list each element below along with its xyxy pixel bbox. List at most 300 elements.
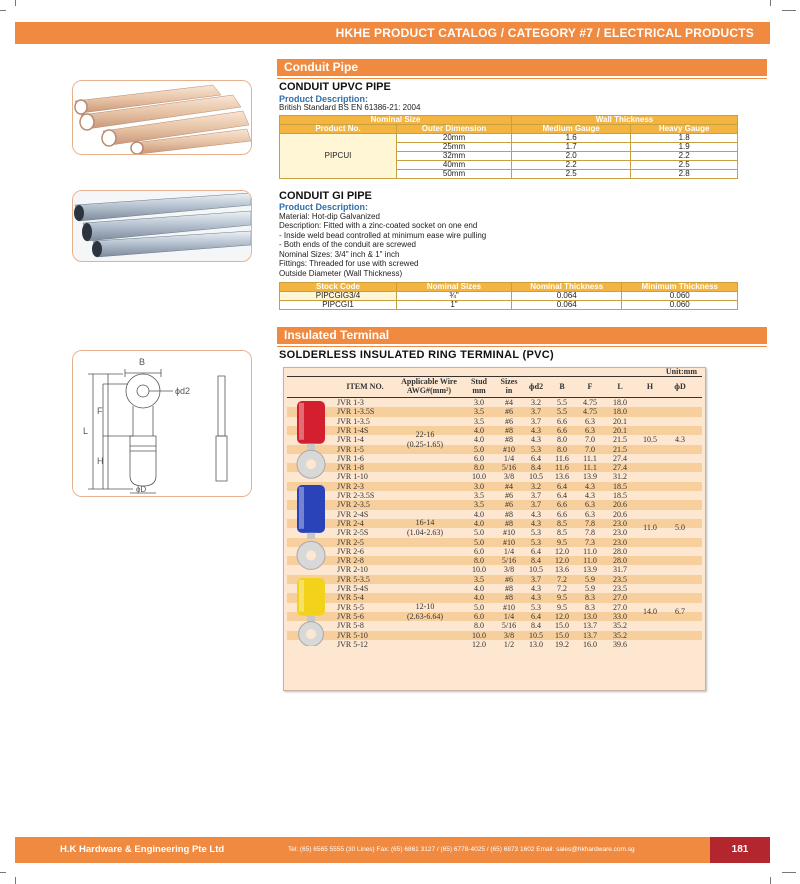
dim-cell: #8: [505, 584, 513, 593]
terminal-spec-table: [283, 367, 706, 691]
dim-cell: 8.0: [474, 463, 484, 473]
dim-cell: 8.0: [474, 621, 484, 631]
dim-cell: 12.0: [555, 546, 569, 556]
stock-code-cell: PIPCGIG3/4: [280, 292, 397, 301]
item-no-cell: JVR 2-4S: [337, 509, 369, 519]
dim-cell: 4.3: [531, 584, 541, 593]
dim-cell: 3.7: [531, 416, 541, 426]
upvc-title: CONDUIT UPVC PIPE: [279, 81, 391, 93]
th-sizes-1: Sizes: [500, 377, 518, 386]
d-value: 5.0: [675, 523, 685, 533]
dim-cell: 9.5: [557, 602, 567, 612]
medium-cell: 2.0: [512, 152, 631, 161]
th-stud-1: Stud: [470, 377, 487, 386]
dim-cell: 5/16: [501, 463, 517, 473]
company-name: H.K Hardware & Engineering Pte Ltd: [60, 844, 225, 855]
awg-gauge: 16-14: [415, 518, 435, 528]
th-awg-1: Applicable Wire: [401, 377, 457, 386]
dim-cell: 5.0: [474, 528, 484, 538]
dim-cell: 4.75: [583, 407, 597, 417]
item-no-cell: JVR 5-3.5: [337, 574, 370, 584]
dim-cell: 18.5: [613, 491, 627, 500]
dim-cell: 4.0: [474, 518, 484, 528]
dim-cell: 1/2: [503, 639, 515, 649]
dim-cell: 7.0: [585, 435, 595, 445]
dim-cell: 4.3: [585, 491, 595, 500]
dim-cell: 4.0: [474, 509, 484, 519]
table-row: [280, 301, 738, 310]
dim-cell: 15.0: [555, 630, 569, 640]
th-stud-2: mm: [472, 386, 486, 395]
dim-cell: 6.0: [474, 453, 484, 463]
gi-pipes-picture: [73, 191, 251, 261]
catalog-header: HKHE PRODUCT CATALOG / CATEGORY #7 / ELECTRICAL PRODUCTS: [15, 22, 770, 44]
dim-cell: 18.0: [613, 407, 627, 417]
dim-cell: 8.0: [557, 444, 567, 454]
stock-code-cell: PIPCGI1: [280, 301, 397, 310]
dim-cell: 23.0: [613, 528, 627, 538]
table-row: [287, 463, 702, 472]
dim-cell: 3/8: [503, 630, 515, 640]
crop-mark: [0, 10, 6, 11]
dim-cell: 10.5: [529, 630, 543, 640]
item-no-cell: JVR 2-4: [337, 518, 364, 528]
gi-spec-table: [279, 282, 738, 310]
dim-cell: 5.5: [557, 407, 567, 417]
dim-cell: 12.0: [472, 639, 486, 649]
dim-cell: 5.9: [585, 584, 595, 593]
dim-cell: 5.0: [474, 444, 484, 454]
dim-cell: 5.5: [557, 398, 567, 407]
table-row: [287, 491, 702, 500]
page-number: 181: [710, 837, 770, 863]
dim-cell: 23.0: [613, 518, 627, 528]
table-row: [287, 538, 702, 547]
dim-l: L: [83, 426, 89, 436]
dim-cell: 7.2: [557, 574, 567, 584]
upvc-desc-label: Product Description:: [279, 94, 369, 104]
gi-desc-line: Material: Hot-dip Galvanized: [279, 211, 380, 221]
dim-cell: 6.6: [557, 425, 567, 435]
dim-cell: 20.6: [613, 509, 627, 519]
item-no-cell: JVR 1-8: [337, 463, 364, 473]
dim-cell: 6.0: [474, 546, 484, 556]
od-cell: 20mm: [397, 134, 512, 143]
dim-cell: 6.4: [531, 546, 541, 556]
dim-cell: 3.7: [531, 574, 541, 584]
dim-cell: 27.0: [613, 602, 627, 612]
dim-cell: #6: [505, 407, 513, 417]
th-d: ɸD: [674, 382, 686, 391]
item-no-cell: JVR 1-3.5S: [337, 407, 375, 417]
item-no-cell: JVR 5-4S: [337, 584, 369, 593]
d-value: 4.3: [675, 434, 685, 444]
table-row: [287, 575, 702, 584]
dim-cell: 10.0: [472, 472, 486, 482]
size-cell: 1": [397, 301, 512, 310]
awg-mm: (0.25-1.65): [407, 439, 443, 449]
unit-label: Unit:mm: [665, 367, 697, 376]
dim-cell: 4.3: [531, 518, 541, 528]
dim-cell: #6: [505, 491, 513, 500]
item-no-cell: JVR 1-10: [337, 472, 368, 482]
dim-cell: 23.0: [613, 537, 627, 547]
heavy-cell: 2.5: [631, 161, 738, 170]
dim-cell: 7.8: [585, 528, 595, 538]
dim-cell: 3.5: [474, 407, 484, 417]
dim-cell: 3.0: [474, 481, 484, 491]
th-b: B: [559, 382, 565, 391]
heavy-cell: 2.8: [631, 170, 738, 179]
awg-gauge: 22-16: [415, 429, 435, 439]
dim-cell: 9.5: [557, 593, 567, 603]
dim-cell: 6.3: [585, 425, 595, 435]
dim-cell: 3.5: [474, 416, 484, 426]
dim-cell: #4: [505, 398, 513, 407]
dim-cell: 4.0: [474, 425, 484, 435]
dim-cell: 39.6: [613, 639, 627, 649]
table-row: [287, 510, 702, 519]
item-no-cell: JVR 2-3: [337, 481, 364, 491]
dim-cell: 8.0: [557, 435, 567, 445]
upvc-desc: British Standard BS EN 61386-21: 2004: [279, 103, 421, 112]
dim-cell: 31.7: [613, 565, 627, 575]
dim-cell: #4: [505, 481, 513, 491]
table-row: [287, 417, 702, 426]
crop-mark: [0, 872, 6, 873]
table-row: [287, 398, 702, 407]
dim-cell: 3/8: [503, 565, 515, 575]
dim-cell: 6.6: [557, 500, 567, 510]
dim-cell: 8.3: [585, 602, 595, 612]
th-nominal-sizes: Nominal Sizes: [397, 283, 512, 292]
dim-cell: #10: [503, 602, 515, 612]
th-d2: ɸd2: [528, 382, 544, 391]
table-row: [287, 621, 702, 630]
crop-mark: [770, 877, 771, 884]
min-thick-cell: 0.060: [622, 292, 738, 301]
th-f: F: [587, 382, 593, 391]
dim-cell: 12.0: [555, 611, 569, 621]
dim-cell: 1/4: [503, 453, 515, 463]
h-value: 14.0: [643, 606, 657, 616]
dim-cell: #8: [505, 518, 513, 528]
table-row: [287, 556, 702, 565]
dim-cell: 6.3: [585, 509, 595, 519]
dim-cell: 8.4: [531, 463, 541, 473]
dim-cell: 28.0: [613, 556, 627, 566]
dim-cell: 7.3: [585, 537, 595, 547]
table-row: [287, 565, 702, 574]
section-conduit-pipe: Conduit Pipe: [277, 59, 767, 76]
h-value: 11.0: [643, 523, 657, 533]
nom-thick-cell: 0.064: [512, 301, 622, 310]
dim-cell: 5.3: [531, 602, 541, 612]
th-l: L: [617, 382, 623, 391]
crop-mark: [15, 0, 16, 6]
crop-mark: [782, 872, 796, 873]
dim-cell: 6.4: [531, 453, 541, 463]
dim-cell: 3.2: [531, 398, 541, 407]
dim-cell: 4.75: [583, 398, 597, 407]
dim-cell: 13.0: [583, 611, 597, 621]
dim-cell: 13.9: [583, 472, 597, 482]
item-no-cell: JVR 2-3.5S: [337, 491, 375, 500]
product-no-cell: PIPCUI: [280, 134, 397, 179]
heavy-cell: 2.2: [631, 152, 738, 161]
th-outer-dim: Outer Dimension: [397, 125, 512, 134]
dim-cell: 13.6: [555, 472, 569, 482]
item-no-cell: JVR 1-3.5: [337, 416, 370, 426]
dim-cell: 6.3: [585, 500, 595, 510]
table-row: [287, 426, 702, 435]
gi-pipe-image: [72, 190, 252, 262]
gi-desc-line: Nominal Sizes: 3/4" inch & 1" inch: [279, 249, 400, 259]
contact-info: Tel: (65) 6565 5555 (30 Lines) Fax: (65) 6861 3127 / (65) 6778-4025 / (65) 6873 1602 Email: sales@hkhardware.com.sg: [288, 846, 635, 853]
dim-cell: 3.7: [531, 407, 541, 417]
gi-desc-label: Product Description:: [279, 202, 369, 212]
th-nominal-size: Nominal Size: [280, 116, 512, 125]
awg-gauge: 12-10: [415, 601, 435, 611]
dim-cell: #10: [503, 528, 515, 538]
dim-cell: 11.6: [555, 453, 569, 463]
dim-cell: 28.0: [613, 546, 627, 556]
dim-cell: 31.2: [613, 472, 627, 482]
dim-cell: 8.5: [557, 528, 567, 538]
dim-f: F: [97, 406, 103, 416]
th-sizes-2: in: [505, 386, 513, 395]
dim-cell: 6.4: [557, 481, 567, 491]
awg-range: [395, 518, 455, 538]
dim-cell: 8.5: [557, 518, 567, 528]
min-thick-cell: 0.060: [622, 301, 738, 310]
dim-cell: 6.6: [557, 416, 567, 426]
table-row: [280, 134, 738, 143]
th-medium: Medium Gauge: [512, 125, 631, 134]
dim-cell: 20.6: [613, 500, 627, 510]
table-row: [287, 482, 702, 491]
dim-d2: ɸd2: [175, 386, 190, 396]
dim-cell: 16.0: [583, 639, 597, 649]
crop-mark: [15, 877, 16, 884]
dim-cell: 5/16: [501, 621, 517, 631]
dim-cell: 10.5: [529, 565, 543, 575]
item-no-cell: JVR 2-8: [337, 556, 364, 566]
od-cell: 50mm: [397, 170, 512, 179]
medium-cell: 1.7: [512, 143, 631, 152]
dim-cell: 13.9: [583, 565, 597, 575]
terminal-diagram: [72, 350, 252, 497]
dim-cell: #10: [503, 444, 515, 454]
dim-cell: 3.0: [474, 398, 484, 407]
gi-desc-line: - Both ends of the conduit are screwed: [279, 240, 416, 249]
dim-cell: 15.0: [555, 621, 569, 631]
dim-cell: 21.5: [613, 444, 627, 454]
item-no-cell: JVR 1-4: [337, 435, 364, 445]
dim-d: ɸD: [136, 485, 147, 494]
dim-cell: 4.3: [531, 509, 541, 519]
dim-cell: 18.5: [613, 481, 627, 491]
dim-cell: #6: [505, 500, 513, 510]
dim-cell: #8: [505, 435, 513, 445]
dim-cell: 3.5: [474, 491, 484, 500]
dim-cell: 4.3: [585, 481, 595, 491]
gi-title: CONDUIT GI PIPE: [279, 190, 372, 202]
awg-range: [395, 602, 455, 622]
upvc-spec-table: [279, 115, 738, 179]
dim-cell: 6.4: [531, 611, 541, 621]
gi-desc-line: Fittings: Threaded for use with screwed: [279, 259, 419, 268]
terminal-title: SOLDERLESS INSULATED RING TERMINAL (PVC): [279, 349, 554, 361]
ring-terminal-picture: [289, 401, 333, 479]
gi-desc-line: - Inside weld bead controlled at minimum ease wire pulling: [279, 230, 487, 240]
crop-mark: [770, 0, 771, 6]
awg-range: [395, 430, 455, 450]
dim-cell: 27.0: [613, 593, 627, 603]
dim-cell: 3.5: [474, 574, 484, 584]
dim-cell: 8.3: [585, 593, 595, 603]
ring-terminal-picture: [289, 578, 333, 646]
item-no-cell: JVR 2-5: [337, 537, 364, 547]
item-no-cell: JVR 2-10: [337, 565, 368, 575]
dim-cell: 5.3: [531, 528, 541, 538]
dim-cell: 21.5: [613, 435, 627, 445]
item-no-cell: JVR 2-5S: [337, 528, 369, 538]
dim-h: H: [97, 456, 104, 466]
dim-cell: #6: [505, 416, 513, 426]
dim-cell: 4.3: [531, 425, 541, 435]
dim-cell: #8: [505, 425, 513, 435]
od-cell: 32mm: [397, 152, 512, 161]
th-minimum-thickness: Minimum Thickness: [622, 283, 738, 292]
dim-cell: 6.4: [557, 491, 567, 500]
gi-desc-line: Outside Diameter (Wall Thickness): [279, 268, 403, 278]
item-no-cell: JVR 5-5: [337, 602, 364, 612]
table-row: [287, 640, 702, 649]
dim-cell: #8: [505, 509, 513, 519]
item-no-cell: JVR 5-12: [337, 639, 368, 649]
medium-cell: 2.2: [512, 161, 631, 170]
medium-cell: 1.6: [512, 134, 631, 143]
item-no-cell: JVR 2-3.5: [337, 500, 370, 510]
section-insulated-terminal: Insulated Terminal: [277, 327, 767, 344]
dim-cell: 13.7: [583, 630, 597, 640]
item-no-cell: JVR 5-4: [337, 593, 364, 603]
item-no-cell: JVR 1-4S: [337, 425, 369, 435]
item-no-cell: JVR 2-6: [337, 546, 364, 556]
item-no-cell: JVR 5-10: [337, 630, 368, 640]
dim-cell: 4.0: [474, 593, 484, 603]
dim-cell: 5/16: [501, 556, 517, 566]
dim-cell: 27.4: [613, 463, 627, 473]
dim-cell: 27.4: [613, 453, 627, 463]
crop-mark: [782, 10, 796, 11]
h-value: 10.5: [643, 434, 657, 444]
dim-cell: 13.6: [555, 565, 569, 575]
item-no-cell: JVR 1-3: [337, 398, 364, 407]
dim-cell: 20.1: [613, 416, 627, 426]
dim-cell: 12.0: [555, 556, 569, 566]
dim-cell: 10.5: [529, 472, 543, 482]
table-row: [287, 445, 702, 454]
th-product-no: Product No.: [280, 125, 397, 134]
dim-cell: 4.0: [474, 584, 484, 593]
dim-cell: 7.8: [585, 518, 595, 528]
dim-cell: 1/4: [503, 546, 515, 556]
th-wall-thickness: Wall Thickness: [512, 116, 738, 125]
dim-cell: #10: [503, 537, 515, 547]
dim-cell: 5.9: [585, 574, 595, 584]
th-item-no: ITEM NO.: [346, 382, 384, 391]
dim-cell: 4.3: [531, 593, 541, 603]
dim-cell: 23.5: [613, 574, 627, 584]
dim-cell: 8.4: [531, 556, 541, 566]
page-footer: [15, 837, 770, 863]
table-row: [287, 407, 702, 416]
gi-desc-line: Description: Fitted with a zinc-coated socket on one end: [279, 221, 478, 230]
dim-cell: 23.5: [613, 584, 627, 593]
ring-terminal-picture: [289, 485, 333, 572]
dim-cell: 11.0: [583, 546, 597, 556]
dim-cell: 10.0: [472, 565, 486, 575]
dim-cell: 6.0: [474, 611, 484, 621]
dim-cell: 19.2: [555, 639, 569, 649]
dim-cell: 8.0: [474, 556, 484, 566]
table-row: [287, 472, 702, 481]
dim-cell: 10.0: [472, 630, 486, 640]
terminal-table-header: [287, 376, 702, 398]
dim-cell: 5.3: [531, 444, 541, 454]
dim-cell: 4.3: [531, 435, 541, 445]
dim-cell: 7.2: [557, 584, 567, 593]
table-row: [287, 547, 702, 556]
dim-cell: 13.7: [583, 621, 597, 631]
dim-cell: 11.1: [583, 463, 597, 473]
dim-cell: 6.3: [585, 416, 595, 426]
od-cell: 40mm: [397, 161, 512, 170]
th-heavy: Heavy Gauge: [631, 125, 738, 134]
table-row: [287, 454, 702, 463]
item-no-cell: JVR 1-6: [337, 453, 364, 463]
table-row: [287, 500, 702, 509]
dim-cell: 11.0: [583, 556, 597, 566]
item-no-cell: JVR 5-8: [337, 621, 364, 631]
dim-cell: 3.5: [474, 500, 484, 510]
dim-cell: 3.2: [531, 481, 541, 491]
od-cell: 25mm: [397, 143, 512, 152]
d-value: 6.7: [675, 606, 685, 616]
th-awg-2: AWG#(mm²): [406, 386, 452, 395]
dim-cell: 7.0: [585, 444, 595, 454]
dim-cell: 3/8: [503, 472, 515, 482]
upvc-pipe-image: [72, 80, 252, 155]
dim-cell: 11.6: [555, 463, 569, 473]
th-stock-code: Stock Code: [280, 283, 397, 292]
dim-cell: #8: [505, 593, 513, 603]
th-nominal-thickness: Nominal Thickness: [512, 283, 622, 292]
heavy-cell: 1.9: [631, 143, 738, 152]
terminal-dimension-drawing: [73, 351, 251, 496]
awg-mm: (2.63-6.64): [407, 611, 443, 621]
dim-cell: 33.0: [613, 611, 627, 621]
dim-cell: 35.2: [613, 621, 627, 631]
dim-cell: 9.5: [557, 537, 567, 547]
item-no-cell: JVR 5-6: [337, 611, 364, 621]
dim-cell: 6.6: [557, 509, 567, 519]
dim-cell: 20.1: [613, 425, 627, 435]
dim-cell: 1/4: [503, 611, 515, 621]
item-no-cell: JVR 1-5: [337, 444, 364, 454]
